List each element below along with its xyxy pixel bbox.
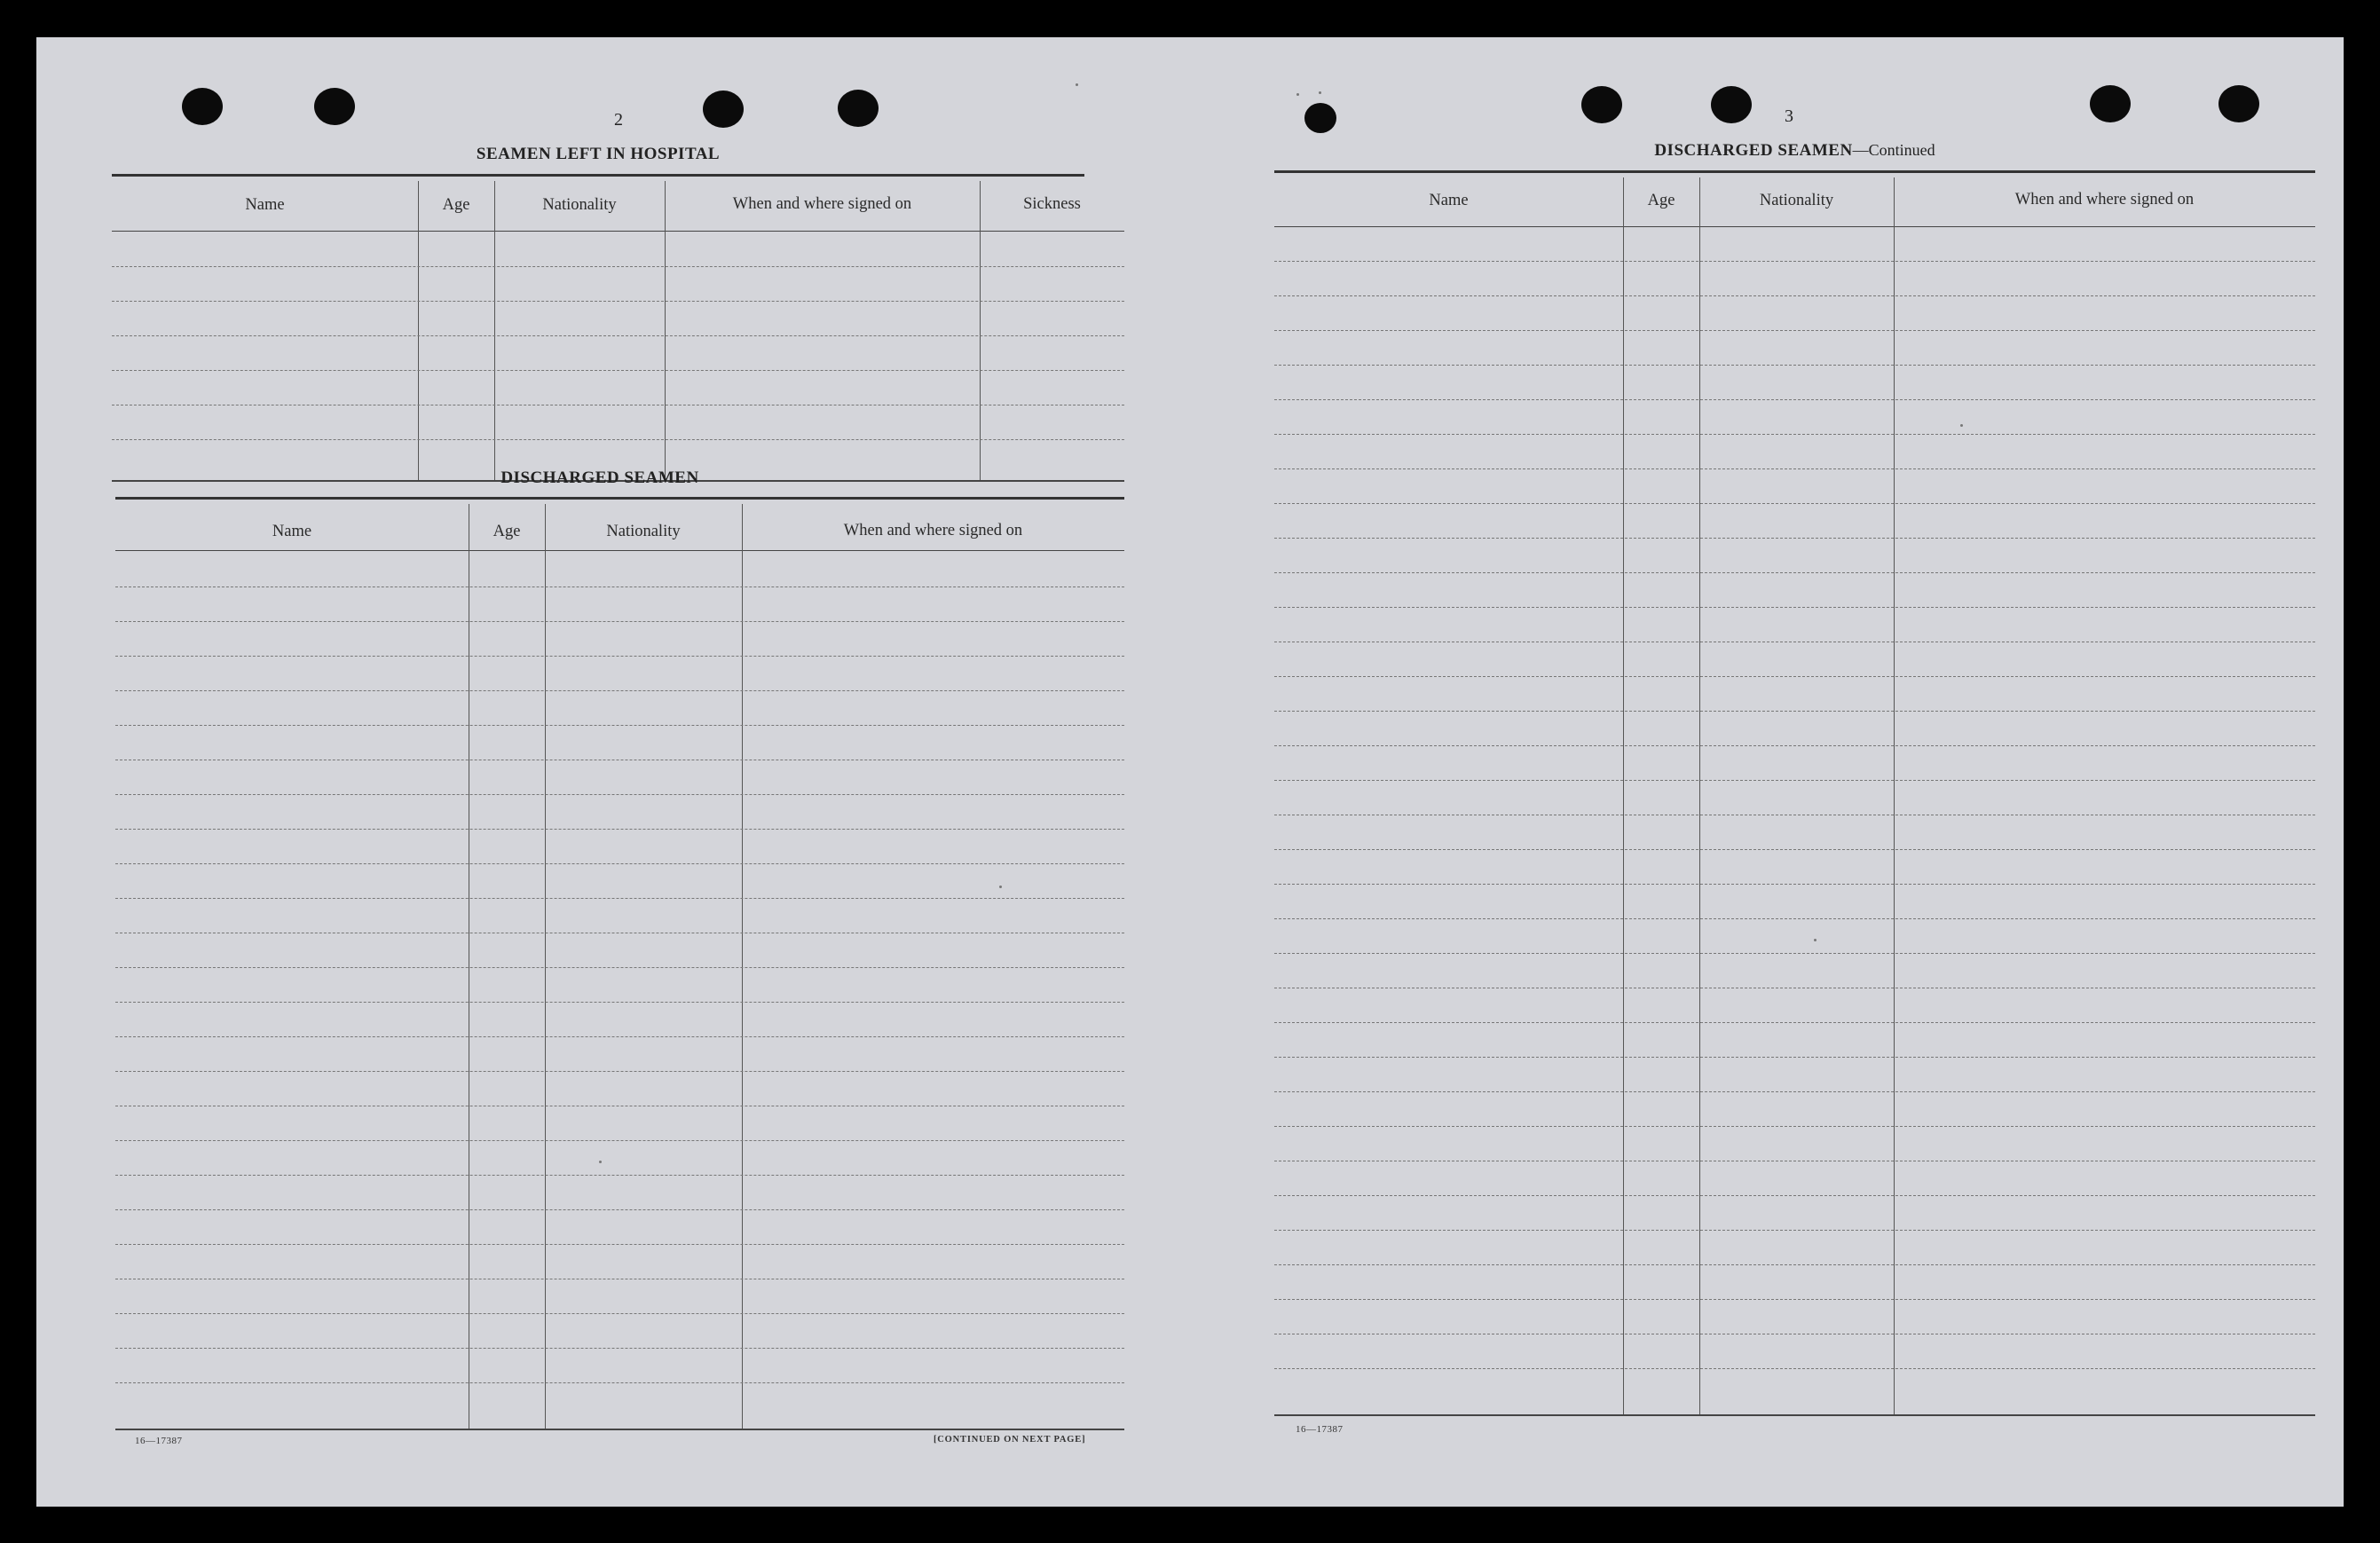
column-divider (418, 181, 419, 482)
table-row (1274, 538, 2315, 539)
discharged-table (115, 504, 1124, 1430)
table-row (115, 863, 1124, 864)
continued-suffix: —Continued (1852, 141, 1935, 159)
table-row (115, 1036, 1124, 1037)
discharged-col-signed-on-header: When and where signed on (843, 522, 1023, 539)
table-row (1274, 849, 2315, 850)
table-row (1274, 1230, 2315, 1231)
table-row (1274, 607, 2315, 608)
column-divider (980, 181, 981, 482)
table-row (1274, 1264, 2315, 1265)
continued-note: [CONTINUED ON NEXT PAGE] (934, 1435, 1086, 1445)
table-row (112, 301, 1124, 302)
hospital-col-name-header: Name (245, 196, 285, 214)
table-row (112, 439, 1124, 440)
table-row (115, 1244, 1124, 1245)
ledger-sheet (36, 37, 2344, 1507)
table-row (1274, 745, 2315, 746)
table-row (115, 1348, 1124, 1349)
table-row (115, 1002, 1124, 1003)
discharged-section-title: DISCHARGED SEAMEN (500, 468, 699, 487)
column-divider (494, 181, 495, 482)
continued-col-signed-on-header: When and where signed on (2014, 191, 2195, 209)
table-bottom-rule (115, 1429, 1124, 1430)
table-row (1274, 434, 2315, 435)
form-number: 16—17387 (1296, 1424, 1344, 1435)
punch-hole (1304, 103, 1336, 133)
page-number: 2 (614, 110, 623, 130)
continued-col-name-header: Name (1429, 192, 1469, 209)
table-row (1274, 503, 2315, 504)
table-row (1274, 1195, 2315, 1196)
table-row (115, 586, 1124, 587)
discharged-col-age-header: Age (493, 523, 521, 540)
paper-speck (999, 886, 1002, 888)
table-row (1274, 1022, 2315, 1023)
hospital-col-signed-on-header: When and where signed on (732, 195, 912, 213)
punch-hole (2218, 85, 2259, 122)
hospital-col-age-header: Age (442, 196, 470, 214)
table-row (1274, 1126, 2315, 1127)
paper-speck (1960, 424, 1963, 427)
table-row (1274, 918, 2315, 919)
hospital-table (112, 181, 1124, 482)
punch-hole (1581, 86, 1622, 123)
punch-hole (838, 90, 879, 127)
table-row (1274, 1057, 2315, 1058)
table-row (112, 335, 1124, 336)
discharged-title-rule (115, 497, 1124, 500)
table-row (115, 690, 1124, 691)
table-row (115, 829, 1124, 830)
table-row (1274, 365, 2315, 366)
table-row (115, 967, 1124, 968)
table-row (1274, 295, 2315, 296)
table-row (115, 1209, 1124, 1210)
table-row (1274, 884, 2315, 885)
paper-speck (599, 1161, 602, 1163)
table-row (1274, 330, 2315, 331)
form-number: 16—17387 (135, 1436, 183, 1446)
table-row (115, 1382, 1124, 1383)
table-row (115, 621, 1124, 622)
discharged-continued-table (1274, 177, 2315, 1416)
table-row (115, 1071, 1124, 1072)
table-row (1274, 468, 2315, 469)
discharged-continued-title-text: DISCHARGED SEAMEN (1654, 141, 1853, 160)
table-row (1274, 1091, 2315, 1092)
discharged-continued-title (1274, 141, 2315, 161)
column-divider (665, 181, 666, 482)
table-row (1274, 711, 2315, 712)
table-row (1274, 1368, 2315, 1369)
paper-speck (1814, 939, 1817, 941)
continued-col-nationality-header: Nationality (1759, 192, 1834, 209)
page-number: 3 (1785, 106, 1793, 126)
table-row (115, 1175, 1124, 1176)
table-row (115, 794, 1124, 795)
table-row (115, 898, 1124, 899)
discharged-col-nationality-header: Nationality (606, 523, 681, 540)
table-row (115, 1140, 1124, 1141)
table-row (1274, 572, 2315, 573)
table-row (1274, 953, 2315, 954)
punch-hole (1711, 86, 1752, 123)
table-row (1274, 1299, 2315, 1300)
hospital-col-sickness-header: Sickness (1023, 195, 1081, 213)
table-row (115, 1313, 1124, 1314)
table-row (1274, 780, 2315, 781)
table-row (115, 725, 1124, 726)
punch-hole (2090, 85, 2131, 122)
punch-hole (182, 88, 223, 125)
hospital-section-title: SEAMEN LEFT IN HOSPITAL (476, 145, 721, 163)
hospital-col-nationality-header: Nationality (542, 196, 617, 214)
table-row (112, 370, 1124, 371)
hospital-title-rule (112, 174, 1084, 177)
table-row (1274, 399, 2315, 400)
paper-speck (1296, 93, 1299, 96)
paper-speck (1076, 83, 1078, 86)
punch-hole (703, 91, 744, 128)
table-row (112, 266, 1124, 267)
punch-hole (314, 88, 355, 125)
paper-speck (1319, 91, 1321, 94)
table-row (1274, 676, 2315, 677)
table-row (1274, 261, 2315, 262)
table-bottom-rule (1274, 1414, 2315, 1416)
discharged-col-name-header: Name (272, 523, 312, 540)
discharged-continued-title-rule (1274, 170, 2315, 173)
continued-col-age-header: Age (1647, 192, 1675, 209)
table-row (115, 656, 1124, 657)
